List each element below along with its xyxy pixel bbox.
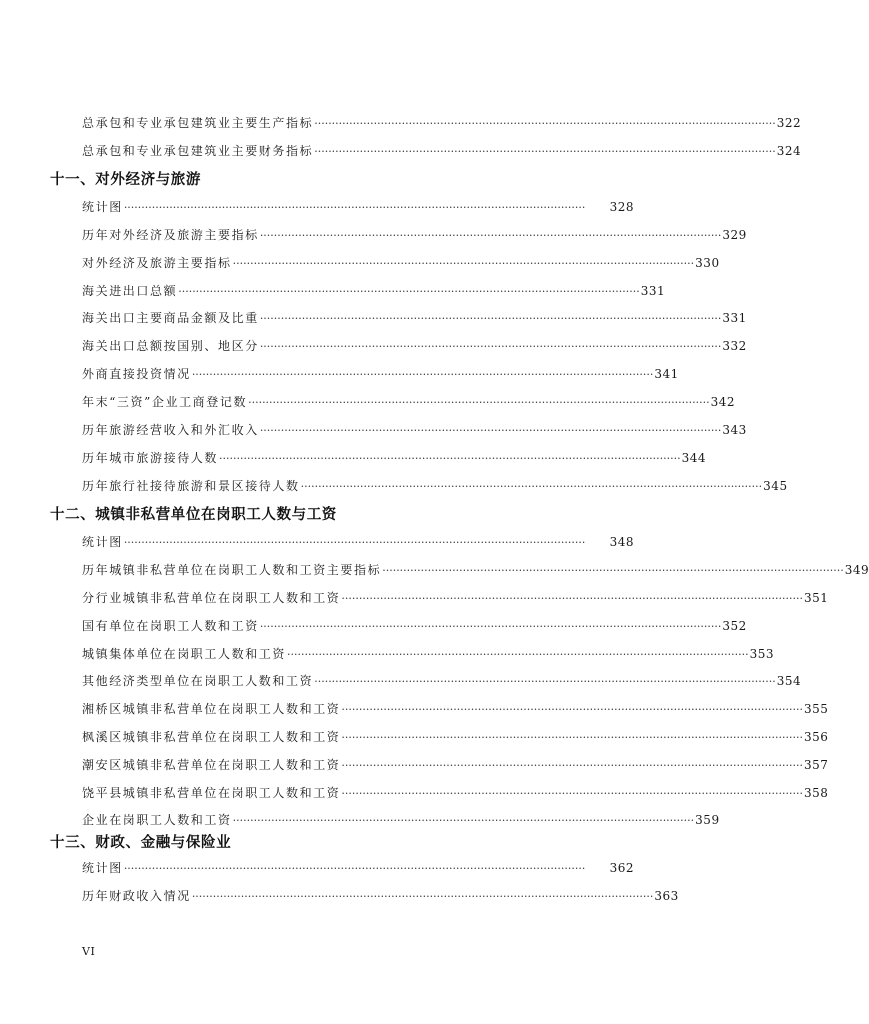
toc-entry-label: 历年财政收入情况 [82,889,191,903]
toc-entry-label: 海关出口总额按国别、地区分 [82,339,259,353]
toc-entry-label: 历年城市旅游接待人数 [82,451,219,465]
toc-entry[interactable] [82,784,829,801]
toc-entry-label: 统计图 [82,535,123,549]
leader-dots: ···································································································································· [341,731,803,744]
toc-entry[interactable] [82,114,802,131]
leader-dots: ···································································································································· [259,620,722,633]
toc-entry-page: 330 [695,256,720,270]
leader-dots: ···································································································································· [232,257,695,270]
toc-entry-page: 363 [654,889,679,903]
toc-entry-page: 357 [803,758,829,772]
leader-dots: ···································································································································· [314,145,776,158]
toc-entry-page: 322 [776,116,802,130]
toc-entry-page: 345 [763,479,788,493]
leader-dots: ···································································································································· [123,201,586,214]
toc-entry[interactable] [82,309,747,326]
toc-entry[interactable] [82,282,666,299]
leader-dots: ···································································································································· [341,787,803,800]
toc-entry-page: 349 [844,563,869,577]
toc-entry-page: 353 [749,647,774,661]
toc-entry-label: 统计图 [82,861,123,875]
toc-entry[interactable] [82,859,634,876]
section-heading: 十二、城镇非私营单位在岗职工人数与工资 [50,507,337,523]
leader-dots: ···································································································································· [300,480,763,493]
leader-dots: ···································································································································· [259,312,722,325]
leader-dots: ···································································································································· [123,862,586,875]
leader-dots: ···································································································································· [219,452,681,465]
toc-entry-page: 342 [710,395,736,409]
toc-entry[interactable] [82,700,829,717]
leader-dots: ···································································································································· [191,890,654,903]
toc-entry-page: 352 [722,619,747,633]
toc-entry-label: 总承包和专业承包建筑业主要生产指标 [82,116,314,130]
toc-entry-label: 历年旅游经营收入和外汇收入 [82,423,259,437]
leader-dots: ···································································································································· [259,229,722,242]
toc-entry-label: 历年对外经济及旅游主要指标 [82,228,259,242]
toc-entry-label: 城镇集体单位在岗职工人数和工资 [82,647,287,661]
toc-entry-page: 329 [722,228,747,242]
toc-entry-page: 362 [609,861,634,875]
toc-entry-page: 351 [803,591,829,605]
toc-entry-label: 企业在岗职工人数和工资 [82,813,232,827]
toc-entry[interactable] [82,672,802,689]
leader-dots: ···································································································································· [259,424,722,437]
toc-entry-page: 355 [803,702,829,716]
toc-entry[interactable] [82,337,747,354]
toc-entry-page: 358 [803,786,829,800]
toc-entry-page: 344 [681,451,706,465]
toc-entry[interactable] [82,477,788,494]
leader-dots: ···································································································································· [259,340,722,353]
toc-entry[interactable] [82,756,829,773]
leader-dots: ···································································································································· [314,675,776,688]
toc-entry-page: 332 [722,339,747,353]
toc-entry-label: 饶平县城镇非私营单位在岗职工人数和工资 [82,786,341,800]
toc-entry[interactable] [82,365,679,382]
toc-entry[interactable] [82,393,736,410]
toc-entry-page: 324 [776,144,802,158]
toc-entry[interactable] [82,645,774,662]
toc-entry[interactable] [82,533,634,550]
toc-entry[interactable] [82,226,747,243]
toc-entry[interactable] [82,449,706,466]
toc-entry[interactable] [82,142,802,159]
toc-entry-label: 对外经济及旅游主要指标 [82,256,232,270]
toc-entry[interactable] [82,811,720,828]
toc-entry-page: 359 [695,813,720,827]
toc-entry-page: 331 [640,284,666,298]
toc-entry-label: 总承包和专业承包建筑业主要财务指标 [82,144,314,158]
leader-dots: ···································································································································· [287,648,749,661]
leader-dots: ···································································································································· [341,759,803,772]
toc-entry-label: 潮安区城镇非私营单位在岗职工人数和工资 [82,758,341,772]
toc-entry-label: 年末“三资”企业工商登记数 [82,395,248,409]
toc-entry-page: 331 [722,311,747,325]
toc-entry-label: 分行业城镇非私营单位在岗职工人数和工资 [82,591,341,605]
toc-entry-page: 356 [803,730,829,744]
section-heading: 十三、财政、金融与保险业 [50,835,232,851]
toc-entry-label: 海关进出口总额 [82,284,178,298]
toc-entry-label: 国有单位在岗职工人数和工资 [82,619,259,633]
toc-entry[interactable] [82,728,829,745]
section-heading: 十一、对外经济与旅游 [50,172,201,188]
toc-entry[interactable] [82,617,747,634]
page-number: VI [82,945,96,958]
toc-entry[interactable] [82,421,747,438]
toc-entry-label: 其他经济类型单位在岗职工人数和工资 [82,674,314,688]
toc-entry[interactable] [82,198,634,215]
toc-entry-label: 统计图 [82,200,123,214]
toc-entry[interactable] [82,561,869,578]
leader-dots: ···································································································································· [248,396,710,409]
leader-dots: ···································································································································· [341,592,803,605]
toc-entry-page: 328 [609,200,634,214]
toc-entry[interactable] [82,887,679,904]
leader-dots: ···································································································································· [191,368,654,381]
toc-entry[interactable] [82,254,720,271]
toc-entry-label: 外商直接投资情况 [82,367,191,381]
leader-dots: ···································································································································· [178,285,640,298]
leader-dots: ···································································································································· [341,703,803,716]
toc-entry-page: 354 [776,674,802,688]
toc-entry-label: 海关出口主要商品金额及比重 [82,311,259,325]
toc-entry-page: 343 [722,423,747,437]
toc-entry-label: 湘桥区城镇非私营单位在岗职工人数和工资 [82,702,341,716]
toc-entry-label: 历年旅行社接待旅游和景区接待人数 [82,479,300,493]
toc-entry-label: 枫溪区城镇非私营单位在岗职工人数和工资 [82,730,341,744]
toc-entry-label: 历年城镇非私营单位在岗职工人数和工资主要指标 [82,563,382,577]
leader-dots: ···································································································································· [382,564,844,577]
leader-dots: ···································································································································· [314,117,776,130]
leader-dots: ···································································································································· [123,536,586,549]
toc-entry-page: 341 [654,367,679,381]
toc-entry-page: 348 [609,535,634,549]
leader-dots: ···································································································································· [232,814,695,827]
toc-entry[interactable] [82,589,829,606]
